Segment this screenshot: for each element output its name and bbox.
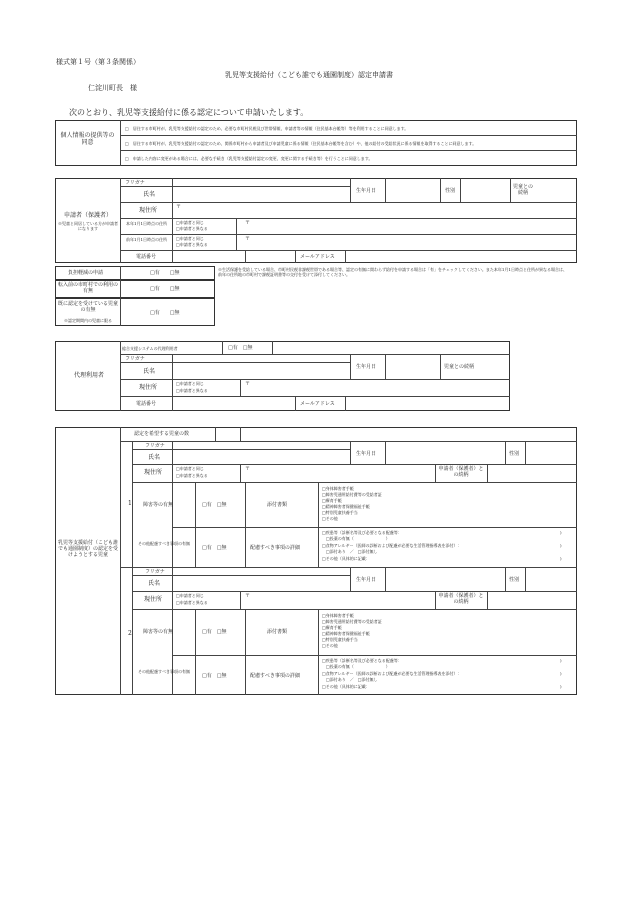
child2-birthdate-label: 生年月日	[356, 577, 377, 583]
proxy-system-yes-no[interactable]: □有 □無	[228, 345, 253, 351]
child1-docs-label: 添付書類	[267, 502, 288, 508]
applicant-prev-diff[interactable]: □申請者と異なる	[176, 242, 208, 247]
child1-doc-5[interactable]: □特別児童扶養手当	[322, 510, 358, 515]
child1-detail-2[interactable]: □投薬の有無（ ）	[322, 536, 390, 541]
consent-item-3[interactable]: □ 申請した内容に変更がある場合には、必要な手続き（乳児等支援給付認定の変更、変更に関する手続き等）を行うことに同意します。	[125, 156, 373, 161]
child2-detail-1[interactable]: □疾患等（診断名等及び必要となる配慮等：	[322, 658, 402, 663]
proxy-header: 代理利用者	[74, 372, 105, 379]
applicant-prev-address-label: 前年1月1日時点の住所	[125, 237, 168, 242]
child1-other-yes-no[interactable]: □有 □無	[202, 545, 227, 551]
child1-address-label: 現住所	[144, 469, 163, 476]
child2-doc-3[interactable]: □療育手帳	[322, 625, 342, 630]
child2-doc-6[interactable]: □その他	[322, 643, 338, 648]
child2-diff[interactable]: □申請者と異なる	[176, 600, 208, 605]
child2-relation-label: 申請者（保護者）との続柄	[438, 593, 484, 605]
applicant-jan-postal: 〒	[245, 220, 251, 226]
child2-sex-label: 性別	[509, 577, 520, 583]
child1-doc-6[interactable]: □その他	[322, 516, 338, 521]
proxy-email-label: メールアドレス	[300, 401, 335, 407]
applicant-postal: 〒	[176, 204, 182, 210]
child2-doc-2[interactable]: □障害児通所給付費等の受給者証	[322, 619, 382, 624]
child2-postal: 〒	[245, 593, 251, 599]
child-header: 乳児等支援給付（こども誰でも通園制度）の認定を受けようとする児童	[58, 540, 119, 558]
child2-disability-label: 障害等の有無	[143, 629, 174, 635]
child1-sex-label: 性別	[509, 451, 520, 457]
child1-other-label: その他配慮すべき事項の有無	[138, 541, 190, 546]
proxy-diff[interactable]: □申請者と異なる	[176, 388, 208, 393]
proxy-postal: 〒	[245, 381, 251, 387]
addressee: 仁淀川町長 様	[88, 84, 137, 92]
burden-label: 負担軽減の申請	[68, 270, 104, 276]
child1-disability-yes-no[interactable]: □有 □無	[202, 502, 227, 508]
child1-detail-4[interactable]: □添付あり ／ □添付無し	[322, 549, 378, 554]
child2-doc-5[interactable]: □特別児童扶養手当	[322, 637, 358, 642]
child2-detail-2[interactable]: □投薬の有無（ ）	[322, 664, 390, 669]
applicant-phone-label: 電話番号	[136, 254, 157, 260]
applicant-header: 申請者（保護者）	[63, 212, 112, 219]
child2-name-label: 氏名	[148, 580, 161, 587]
child1-paren-2: )	[560, 543, 562, 548]
proxy-name-label: 氏名	[143, 368, 156, 375]
applicant-relation-label: 児童との続柄	[512, 184, 533, 196]
move-yes-no[interactable]: □有 □無	[150, 286, 180, 292]
child1-relation-label: 申請者（保護者）との続柄	[438, 466, 484, 478]
child2-paren-3: )	[560, 684, 562, 689]
child2-paren-2: )	[560, 671, 562, 676]
child1-diff[interactable]: □申請者と異なる	[176, 473, 208, 478]
consent-item-1[interactable]: □ 居住する市町村が、乳児等支援給付の認定のため、必要な市町村民税及び世帯情報、申請者等の情報（住民基本台帳等）等を利用することに同意します。	[125, 126, 409, 131]
form-number: 様式第１号（第３条関係）	[56, 58, 140, 66]
child1-doc-1[interactable]: □身体障害者手帳	[322, 486, 354, 491]
burden-yes-no[interactable]: □有 □無	[150, 270, 180, 276]
child1-furigana-label: フリガナ	[145, 443, 165, 449]
child2-index: 2	[128, 630, 132, 637]
child2-same[interactable]: □申請者と同じ	[176, 593, 204, 598]
applicant-prev-postal: 〒	[245, 236, 251, 242]
child2-address-label: 現住所	[144, 596, 163, 603]
applicant-jan-diff[interactable]: □申請者と異なる	[176, 226, 208, 231]
applicant-prev-same[interactable]: □申請者と同じ	[176, 236, 204, 241]
applicant-sex-label: 性別	[445, 188, 456, 194]
child2-furigana-label: フリガナ	[145, 569, 165, 575]
intro-text: 次のとおり、乳児等支援給付に係る認定について申請いたします。	[69, 108, 309, 117]
child2-detail-4[interactable]: □添付あり ／ □添付無し	[322, 677, 378, 682]
child1-birthdate-label: 生年月日	[356, 451, 377, 457]
child2-docs-label: 添付書類	[267, 629, 288, 635]
other-child-yes-no[interactable]: □有 □無	[150, 310, 180, 316]
applicant-jan-address-label: 本年1月1日時点の住所	[125, 221, 168, 226]
child1-doc-4[interactable]: □精神障害者保健福祉手帳	[322, 504, 370, 509]
proxy-relation-label: 児童との続柄	[444, 364, 475, 370]
proxy-system-label: 総合支援システムの代理利用者	[122, 346, 178, 351]
child2-doc-1[interactable]: □身体障害者手帳	[322, 613, 354, 618]
proxy-same[interactable]: □申請者と同じ	[176, 381, 204, 386]
proxy-address-label: 現住所	[139, 384, 158, 391]
child1-doc-3[interactable]: □療育手帳	[322, 498, 342, 503]
applicant-name-label: 氏名	[143, 191, 156, 198]
child1-detail-1[interactable]: □疾患等（診断名等及び必要となる配慮等：	[322, 530, 402, 535]
applicant-email-label: メールアドレス	[300, 254, 335, 260]
child2-detail-label: 配慮すべき事項の詳細	[250, 673, 300, 679]
proxy-birthdate-label: 生年月日	[356, 364, 377, 370]
form-title: 乳児等支援給付（こども誰でも通園制度）認定申請書	[225, 71, 393, 79]
burden-note: ※生活保護を受給している場合、市町村民税非課税世帯である場合等、認定の有無に関わらず給付を申請する場合は「有」をチェックしてください。また本年1月1日時点と住所が異なる場合は、前年の住所地の市町村で課税証明書等の交付を受けて添付してください。	[218, 267, 567, 277]
child1-paren-3: )	[560, 556, 562, 561]
other-child-label: 既に認定を受けている児童の有無	[57, 301, 118, 313]
child1-doc-2[interactable]: □障害児通所給付費等の受給者証	[322, 492, 382, 497]
consent-header: 個人情報の提供等の同意	[60, 132, 115, 146]
child1-detail-label: 配慮すべき事項の詳細	[250, 545, 300, 551]
child1-index: 1	[128, 500, 132, 507]
child1-same[interactable]: □申請者と同じ	[176, 466, 204, 471]
child1-paren-1: )	[560, 530, 562, 535]
child2-detail-3[interactable]: □食物アレルギー（医師の診断および配慮が必要な生活管理指導表を添付）：	[322, 671, 462, 676]
child1-name-label: 氏名	[148, 454, 161, 461]
move-label: 転入前の市町村での利用の有無	[57, 282, 118, 294]
proxy-furigana-label: フリガナ	[125, 356, 145, 362]
child2-detail-5[interactable]: □その他（具体的に記載：	[322, 684, 370, 689]
applicant-furigana-label: フリガナ	[125, 180, 145, 186]
proxy-table	[55, 341, 510, 411]
child2-disability-yes-no[interactable]: □有 □無	[202, 629, 227, 635]
child1-detail-5[interactable]: □その他（具体的に記載：	[322, 556, 370, 561]
child1-postal: 〒	[245, 466, 251, 472]
other-child-sub: ※認定期間内の児童に限る	[64, 318, 112, 323]
child2-paren-1: )	[560, 658, 562, 663]
applicant-subnote: ※児童と同居している方が申請者になります	[58, 221, 118, 231]
child-count-label: 認定を希望する児童の数	[134, 431, 190, 437]
child1-disability-label: 障害等の有無	[143, 502, 174, 508]
consent-item-2[interactable]: □ 居住する市町村が、乳児等支援給付の認定のため、関係市町村から申請者及び申請児童に係る情報（住民基本台帳等を含む）や、他の給付の受給状況に係る情報を取得することに同意します。	[125, 141, 477, 146]
applicant-birthdate-label: 生年月日	[356, 188, 377, 194]
child1-detail-3[interactable]: □食物アレルギー（医師の診断および配慮が必要な生活管理指導表を添付）：	[322, 543, 462, 548]
applicant-address-label: 現住所	[139, 207, 158, 214]
proxy-phone-label: 電話番号	[136, 401, 157, 407]
child2-other-label: その他配慮すべき事項の有無	[138, 669, 190, 674]
child2-doc-4[interactable]: □精神障害者保健福祉手帳	[322, 631, 370, 636]
child2-other-yes-no[interactable]: □有 □無	[202, 673, 227, 679]
applicant-jan-same[interactable]: □申請者と同じ	[176, 220, 204, 225]
